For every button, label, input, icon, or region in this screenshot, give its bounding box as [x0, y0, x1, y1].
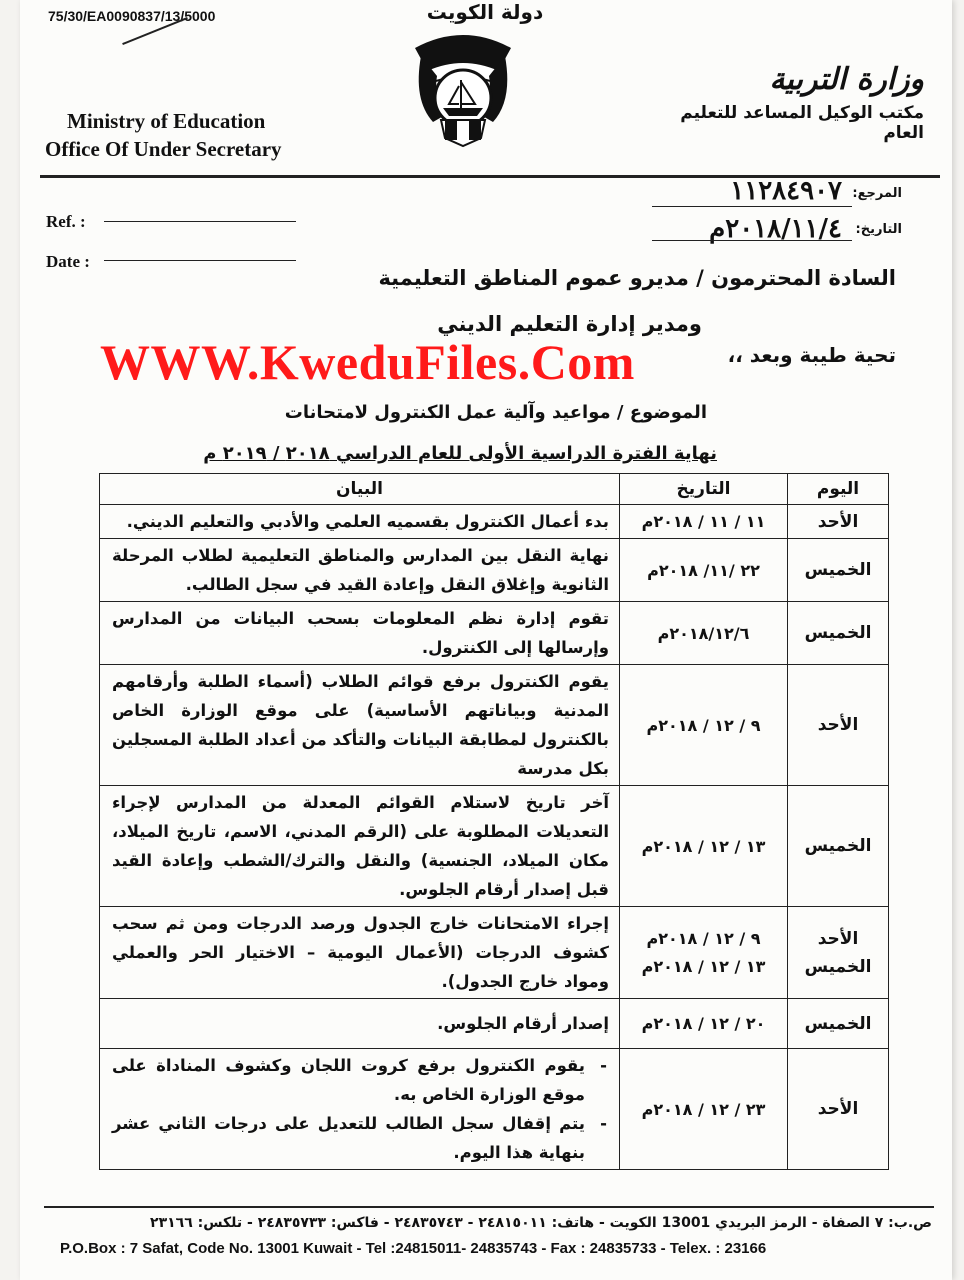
row-date: ١١ / ١١ / ٢٠١٨م	[620, 505, 788, 539]
subject-line: الموضوع / مواعيد وآلية عمل الكنترول لامتحانات	[284, 402, 707, 423]
ministry-name-en	[45, 107, 282, 163]
row-desc: تقوم إدارة نظم المعلومات بسحب البيانات من المدارس وإرسالها إلى الكنترول.	[100, 602, 620, 665]
office-name-ar: مكتب الوكيل المساعد للتعليم العام	[680, 103, 924, 143]
ref-number-handwritten: ١١٢٨٤٩٠٧	[730, 176, 842, 206]
ref-label-en: Ref. :	[46, 212, 86, 231]
table-row	[100, 602, 889, 665]
row-day-1: الأحد	[817, 928, 859, 949]
letter-page	[20, 0, 952, 1280]
row-desc: إصدار أرقام الجلوس.	[100, 999, 620, 1049]
date-label-ar: التاريخ:	[855, 222, 902, 237]
table-row	[100, 539, 889, 602]
row-desc: بدء أعمال الكنترول بقسميه العلمي والأدبي والتعليم الديني.	[100, 505, 620, 539]
list-item: - يقوم الكنترول برفع كروت اللجان وكشوف المناداة على موقع الوزارة الخاص به.	[112, 1051, 585, 1109]
bullet-list	[112, 1051, 609, 1167]
row-desc	[100, 1049, 620, 1170]
row-date-1: ٩ / ١٢ / ٢٠١٨م	[646, 928, 761, 948]
row-day	[788, 907, 889, 999]
row-day: الخميس	[788, 786, 889, 907]
footer-address-ar: ص.ب: ٧ الصفاة - الرمز البريدي 13001 الكويت - هاتف: ٢٤٨١٥٠١١ - ٢٤٨٣٥٧٤٣ - فاكس: ٢٤٨٣٥٧٣٣ - تلكس: ٢٣١٦٦	[150, 1215, 932, 1231]
greeting: تحية طيبة وبعد ،،	[727, 343, 896, 367]
date-label-en: Date :	[46, 252, 90, 271]
row-desc: آخر تاريخ لاستلام القوائم المعدلة من المدارس لإجراء التعديلات المطلوبة على (الرقم المدني، الاسم، تاريخ الميلاد، مكان الميلاد، الجنسية) والنقل والترك/الشطب وإعادة القيد قبل إصدار أرقام الجلوس.	[100, 786, 620, 907]
website-watermark: WWW.KweduFiles.Com	[100, 334, 635, 390]
row-day-2: الخميس	[804, 956, 872, 977]
table-row	[100, 999, 889, 1049]
row-desc: يقوم الكنترول برفع قوائم الطلاب (أسماء الطلبة وأرقامهم المدنية وبياناتهم الأساسية) على موقع الوزارة الخاص بالكنترول لمطابقة البيانات والتأكد من أعداد الطلبة المسجلين بكل مدرسة	[100, 665, 620, 786]
row-day: الخميس	[788, 999, 889, 1049]
table-row	[100, 505, 889, 539]
footer-divider	[44, 1206, 934, 1208]
row-date: ٢٠١٨/١٢/٦م	[620, 602, 788, 665]
ref-line-en	[104, 221, 296, 222]
row-desc: إجراء الامتحانات خارج الجدول ورصد الدرجات ومن ثم سحب كشوف الدرجات (الأعمال اليومية – الاختيار الحر والعملي ومواد خارج الجدول).	[100, 907, 620, 999]
ref-label-ar: المرجع:	[852, 186, 902, 201]
table-row	[100, 665, 889, 786]
date-handwritten: ٢٠١٨/١١/٤م	[709, 214, 842, 244]
row-date: ٢٠ / ١٢ / ٢٠١٨م	[620, 999, 788, 1049]
row-date: ٢٢ /١١/ ٢٠١٨م	[620, 539, 788, 602]
row-date-2: ١٣ / ١٢ / ٢٠١٨م	[641, 956, 766, 976]
table-row	[100, 786, 889, 907]
recipients-line2: ومدير إدارة التعليم الديني	[437, 312, 702, 336]
schedule-table	[99, 473, 889, 1170]
header-day: اليوم	[788, 474, 889, 505]
ministry-name-ar	[634, 62, 924, 143]
row-desc: نهاية النقل بين المدارس والمناطق التعليمية لطلاب المرحلة الثانوية وإغلاق النقل وإعادة القيد في سجل الطالب.	[100, 539, 620, 602]
header-date: التاريخ	[620, 474, 788, 505]
table-row	[100, 907, 889, 999]
state-name: دولة الكويت	[426, 0, 544, 24]
table-header-row	[100, 474, 889, 505]
document-number: 75/30/EA0090837/13/5000	[48, 8, 216, 24]
row-day: الأحد	[788, 1049, 889, 1170]
date-line-en	[104, 260, 296, 261]
table-row	[100, 1049, 889, 1170]
kuwait-emblem-icon	[403, 20, 523, 150]
ministry-logo-ar: وزارة التربية	[769, 62, 924, 97]
date-line-ar	[652, 240, 852, 241]
row-date: ٢٣ / ١٢ / ٢٠١٨م	[620, 1049, 788, 1170]
row-date: ١٣ / ١٢ / ٢٠١٨م	[620, 786, 788, 907]
ref-line-ar	[652, 206, 852, 207]
row-day: الخميس	[788, 602, 889, 665]
row-date	[620, 907, 788, 999]
row-date: ٩ / ١٢ / ٢٠١٨م	[620, 665, 788, 786]
row-day: الأحد	[788, 665, 889, 786]
footer-address-en: P.O.Box : 7 Safat, Code No. 13001 Kuwait - Tel :24815011- 24835743 - Fax : 24835733 - Telex. : 23166	[60, 1240, 767, 1257]
row-day: الأحد	[788, 505, 889, 539]
list-item: - يتم إقفال سجل الطالب للتعديل على درجات الثاني عشر بنهاية هذا اليوم.	[112, 1109, 585, 1167]
ministry-en-line2: Office Of Under Secretary	[45, 137, 282, 161]
header-desc: البيان	[100, 474, 620, 505]
period-line: نهاية الفترة الدراسية الأولى للعام الدراسي ٢٠١٨ / ٢٠١٩ م	[203, 443, 717, 464]
row-day: الخميس	[788, 539, 889, 602]
ministry-en-line1: Ministry of Education	[67, 109, 266, 133]
recipients-line1: السادة المحترمون / مديرو عموم المناطق التعليمية	[378, 266, 896, 290]
